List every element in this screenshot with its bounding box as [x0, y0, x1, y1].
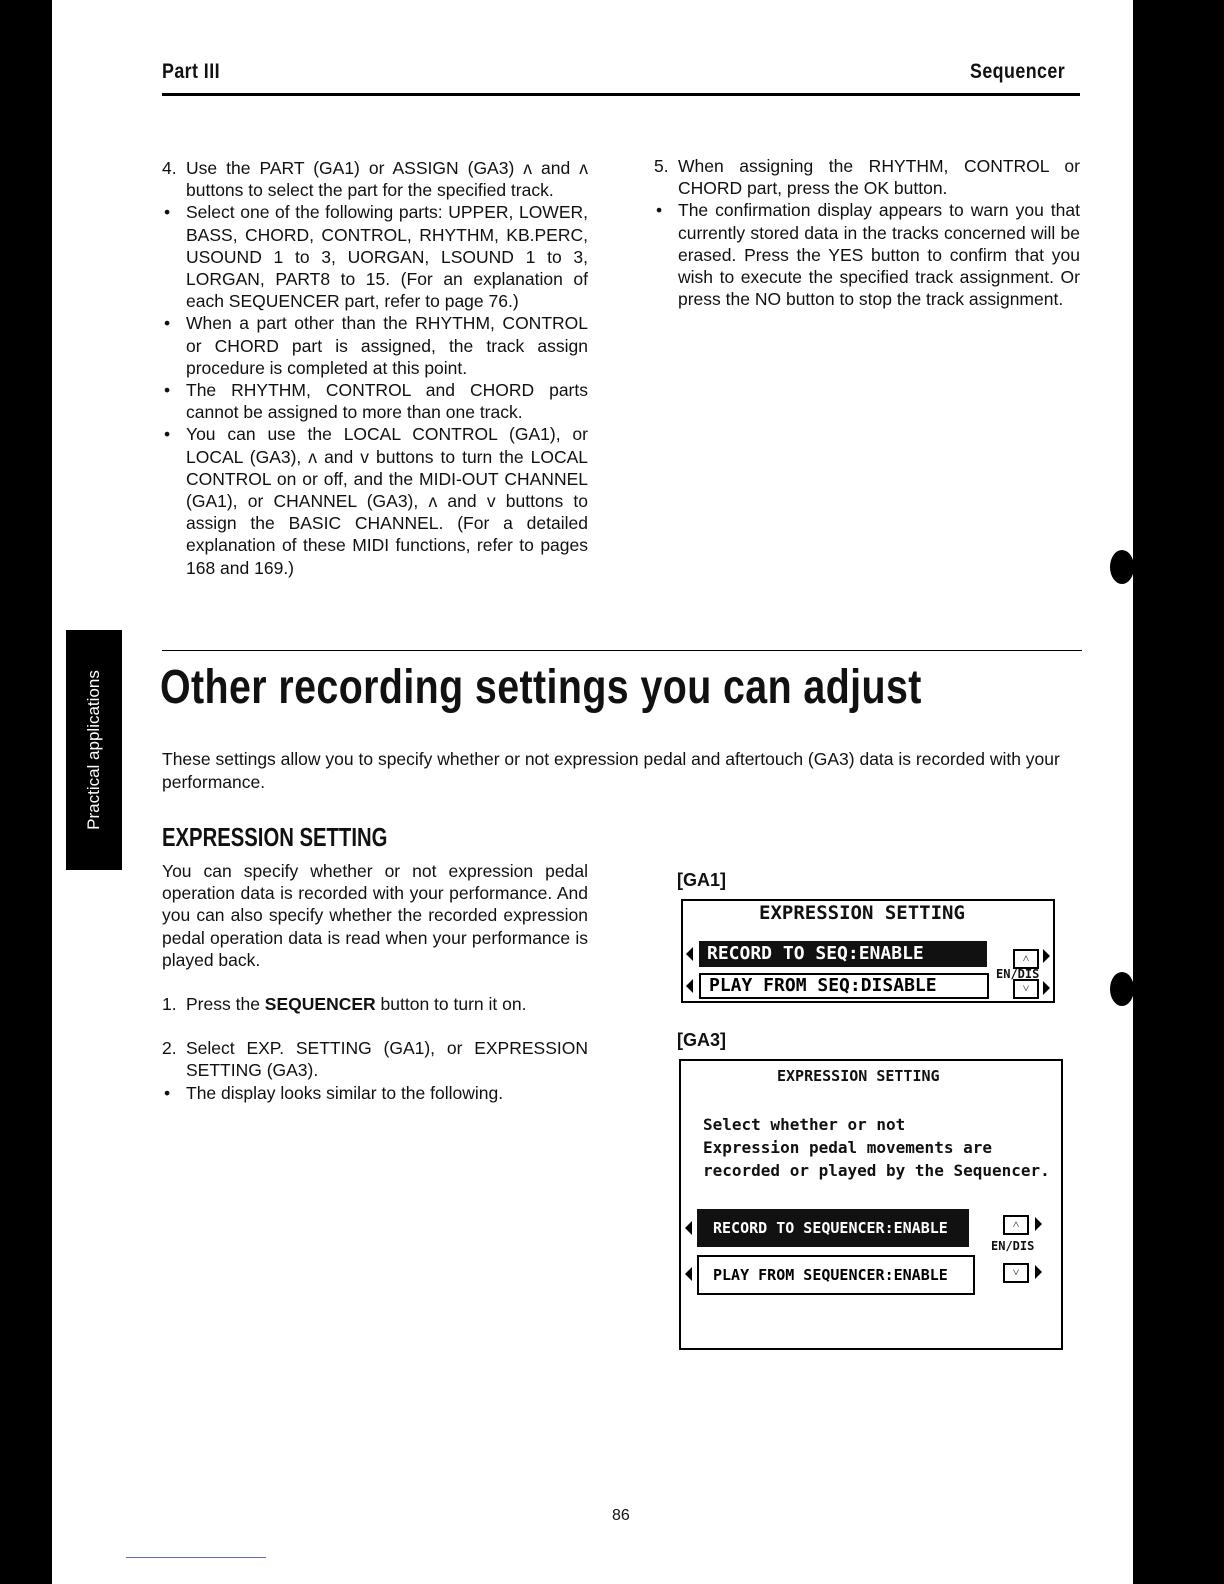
ga3-line-2: Expression pedal movements are [703, 1138, 992, 1157]
ga1-label: [GA1] [677, 870, 726, 890]
ga1-row2-left-arrow-icon[interactable] [686, 979, 693, 993]
ga1-down-right-arrow-icon[interactable] [1043, 981, 1050, 995]
ga1-display [681, 899, 1055, 1003]
step-1 [162, 993, 588, 1015]
binder-hole-top [1110, 550, 1134, 584]
right-column [654, 155, 1080, 310]
expression-column [162, 860, 588, 1104]
header-section: Sequencer [970, 60, 1066, 83]
ga3-title: EXPRESSION SETTING [777, 1067, 940, 1085]
step-1-pre: Press the [186, 994, 265, 1015]
page-number: 86 [612, 1507, 630, 1524]
ga1-play-row[interactable]: PLAY FROM SEQ:DISABLE [699, 973, 989, 999]
ga3-label: [GA3] [677, 1030, 726, 1050]
ga3-line-3: recorded or played by the Sequencer. [703, 1161, 1050, 1180]
step-5-text: When assigning the RHYTHM, CONTROL or CHORD part, press the OK button. [678, 156, 1080, 199]
step-1-number: 1. [162, 994, 177, 1015]
step-1-post: button to turn it on. [375, 994, 527, 1015]
ga1-endis-label: EN/DIS [996, 967, 1040, 981]
step-2 [162, 1037, 588, 1081]
ga3-up-right-arrow-icon[interactable] [1035, 1217, 1042, 1231]
ga1-up-icon[interactable]: ˄ [1013, 949, 1039, 969]
bullet-other-part: • When a part other than the RHYTHM, CONTROL or CHORD part is assigned, the track assign procedure is completed at this point. [162, 312, 588, 379]
binder-hole-bottom [1110, 972, 1134, 1006]
header-rule [162, 93, 1080, 96]
ga1-record-row[interactable]: RECORD TO SEQ:ENABLE [699, 941, 987, 967]
ga1-down-icon[interactable]: ˅ [1013, 979, 1039, 999]
step-4 [162, 157, 588, 201]
ga3-down-icon[interactable]: ˅ [1003, 1263, 1029, 1283]
ga3-row2-left-arrow-icon[interactable] [685, 1267, 692, 1281]
ga3-display [679, 1059, 1063, 1350]
ga1-row1-left-arrow-icon[interactable] [686, 947, 693, 961]
expression-setting-title: EXPRESSION SETTING [162, 822, 388, 852]
step-4-text: Use the PART (GA1) or ASSIGN (GA3) ʌ and ʌ buttons to select the part for the specified track. [186, 158, 588, 201]
ga3-record-row[interactable]: RECORD TO SEQUENCER:ENABLE [697, 1209, 969, 1247]
section-title: Other recording settings you can adjust [160, 661, 922, 714]
ga1-up-right-arrow-icon[interactable] [1043, 949, 1050, 963]
step-5-number: 5. [654, 156, 669, 176]
ga3-endis-label: EN/DIS [991, 1239, 1035, 1253]
side-tab-label: Practical applications [84, 670, 103, 830]
step-1-bold: SEQUENCER [264, 994, 376, 1015]
step-2-number: 2. [162, 1038, 177, 1059]
ga3-play-row[interactable]: PLAY FROM SEQUENCER:ENABLE [697, 1255, 975, 1295]
bullet-confirmation: • The confirmation display appears to warn you that currently stored data in the tracks concerned will be erased. Press the YES button to confirm that you wish to execute the specified track assignment. Or press the NO button to stop the track assignment. [654, 199, 1080, 310]
ga3-up-icon[interactable]: ˄ [1003, 1215, 1029, 1235]
ga1-title: EXPRESSION SETTING [759, 902, 965, 924]
side-tab [66, 630, 122, 870]
header-part: Part III [162, 60, 220, 83]
bullet-one-track: • The RHYTHM, CONTROL and CHORD parts cannot be assigned to more than one track. [162, 379, 588, 423]
ga3-down-right-arrow-icon[interactable] [1035, 1265, 1042, 1279]
section-rule [162, 650, 1082, 651]
left-column [162, 157, 588, 579]
step-2-text: Select EXP. SETTING (GA1), or EXPRESSION SETTING (GA3). [186, 1038, 588, 1081]
step-4-number: 4. [162, 158, 177, 178]
section-intro: These settings allow you to specify whether or not expression pedal and aftertouch (GA3) data is recorded with your performance. [162, 749, 1060, 792]
step-5 [654, 155, 1080, 199]
ga3-row1-left-arrow-icon[interactable] [685, 1221, 692, 1235]
left-border [0, 0, 52, 1584]
expression-body: You can specify whether or not expression pedal operation data is recorded with your performance. And you can also specify whether the recorded expression pedal operation data is read when your performance is played back. [162, 861, 588, 970]
bullet-local-control: • You can use the LOCAL CONTROL (GA1), or LOCAL (GA3), ʌ and v buttons to turn the LOCAL CONTROL on or off, and the MIDI-OUT CHANNEL (GA1), or CHANNEL (GA3), ʌ and v buttons to assign the BASIC CHANNEL. (For a detailed explanation of these MIDI functions, refer to pages 168 and 169.) [162, 423, 588, 578]
ga3-line-1: Select whether or not [703, 1115, 906, 1134]
bullet-display: • The display looks similar to the following. [162, 1082, 588, 1104]
bullet-parts: • Select one of the following parts: UPPER, LOWER, BASS, CHORD, CONTROL, RHYTHM, KB.PERC, USOUND 1 to 3, UORGAN, LSOUND 1 to 3, LORGAN, PART8 to 15. (For an explanation of each SEQUENCER part, refer to page 76.) [162, 201, 588, 312]
right-border [1133, 0, 1224, 1584]
scan-line [126, 1557, 266, 1558]
